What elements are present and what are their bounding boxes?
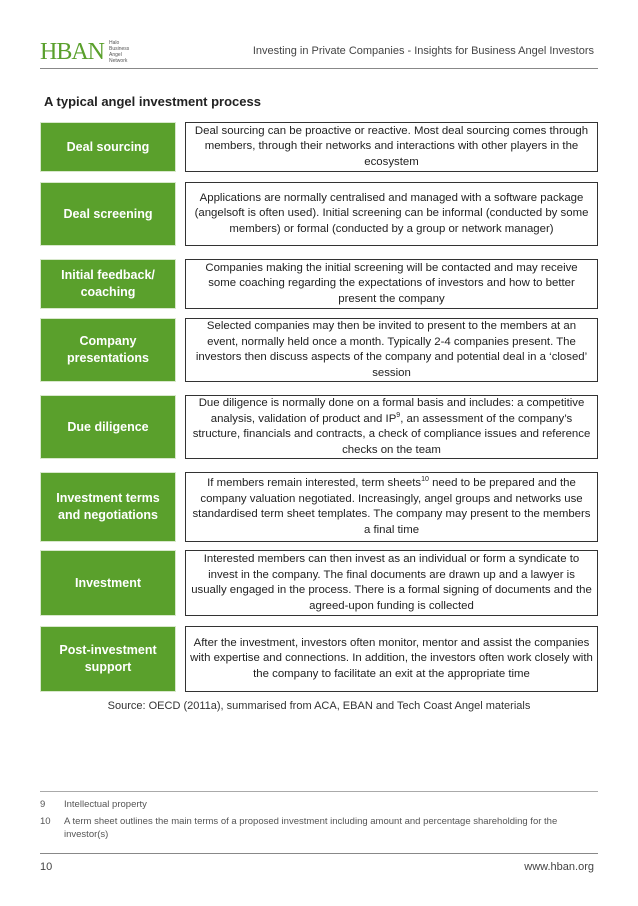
footnote-text: A term sheet outlines the main terms of a proposed investment including amount and percentage shareholding for the investor(s) bbox=[64, 816, 558, 840]
process-row-post-investment bbox=[40, 626, 598, 692]
running-header: Investing in Private Companies - Insights for Business Angel Investors bbox=[252, 45, 594, 57]
stage-box: Post-investment support bbox=[40, 626, 176, 692]
header-divider bbox=[40, 68, 598, 69]
desc-text: If members remain interested, term sheets$^{10}$ need to be prepared and the company valuation negotiated. Increasingly, angel groups and networks use standardised term sheet templates. The company may present to the members a final time bbox=[192, 476, 591, 536]
stage-box: Company presentations bbox=[40, 318, 176, 382]
stage-box: Deal screening bbox=[40, 182, 176, 246]
stage-description: Applications are normally centralised and managed with a software package (angelsoft is often used). Initial screening can be informal (conducted by some members) or formal (conducted by a group or network manager) bbox=[185, 182, 598, 246]
logo-mark: HBAN bbox=[40, 38, 105, 65]
source-note: Source: OECD (2011a), summarised from ACA, EBAN and Tech Coast Angel materials bbox=[107, 700, 531, 712]
process-row-company-presentations bbox=[40, 318, 598, 382]
stage-description: Interested members can then invest as an individual or form a syndicate to invest in the company. The final documents are drawn up and a lawyer is usually engaged in the process. There is a formal signing of documents and the agreed-upon funding is collected bbox=[185, 550, 598, 616]
stage-box: Initial feedback/ coaching bbox=[40, 259, 176, 309]
footnote-number: 9 bbox=[40, 799, 46, 810]
footnote-9 bbox=[40, 798, 594, 811]
process-row-deal-sourcing bbox=[40, 122, 598, 172]
footnote-10 bbox=[40, 815, 594, 841]
stage-description: Deal sourcing can be proactive or reactive. Most deal sourcing comes through members, through their networks and interactions with other players in the ecosystem bbox=[185, 122, 598, 172]
process-row-initial-feedback bbox=[40, 259, 598, 309]
footer-divider bbox=[40, 853, 598, 854]
footnote-divider bbox=[40, 791, 598, 792]
page-number: 10 bbox=[40, 861, 53, 873]
stage-description bbox=[185, 395, 598, 459]
stage-description: Companies making the initial screening will be contacted and may receive some coaching regarding the expectations of investors and how to better present the company bbox=[185, 259, 598, 309]
section-title: A typical angel investment process bbox=[44, 94, 261, 109]
stage-description bbox=[185, 472, 598, 542]
stage-description: Selected companies may then be invited to present to the members at an event, normally held once a month. Typically 2-4 companies present. The investors then discuss aspects of the company and potential deal in a ‘closed’ session bbox=[185, 318, 598, 382]
footnote-number: 10 bbox=[40, 816, 51, 827]
hban-logo bbox=[40, 38, 129, 66]
process-row-due-diligence bbox=[40, 395, 598, 459]
stage-box: Investment terms and negotiations bbox=[40, 472, 176, 542]
logo-subtitle: Halo Business Angel Network bbox=[109, 40, 130, 64]
stage-box: Deal sourcing bbox=[40, 122, 176, 172]
footnote-ref-10: 10 bbox=[421, 476, 429, 484]
stage-box: Due diligence bbox=[40, 395, 176, 459]
desc-text: Due diligence is normally done on a formal basis and includes: a competitive analysis, validation of product and $IP^9$, an assessment of the company’s structure, financials and contracts, a check of compliance issues and reference checks on the team bbox=[192, 397, 591, 456]
website-link[interactable]: www.hban.org bbox=[524, 861, 594, 873]
footnote-text: Intellectual property bbox=[64, 799, 147, 810]
stage-box: Investment bbox=[40, 550, 176, 616]
stage-description: After the investment, investors often monitor, mentor and assist the companies with expertise and connections. In addition, the investors often work closely with the company to facilitate an exit at the appropriate time bbox=[185, 626, 598, 692]
process-row-investment-terms bbox=[40, 472, 598, 542]
footnote-ref-9: 9 bbox=[396, 411, 401, 419]
process-row-investment bbox=[40, 550, 598, 616]
process-row-deal-screening bbox=[40, 182, 598, 246]
